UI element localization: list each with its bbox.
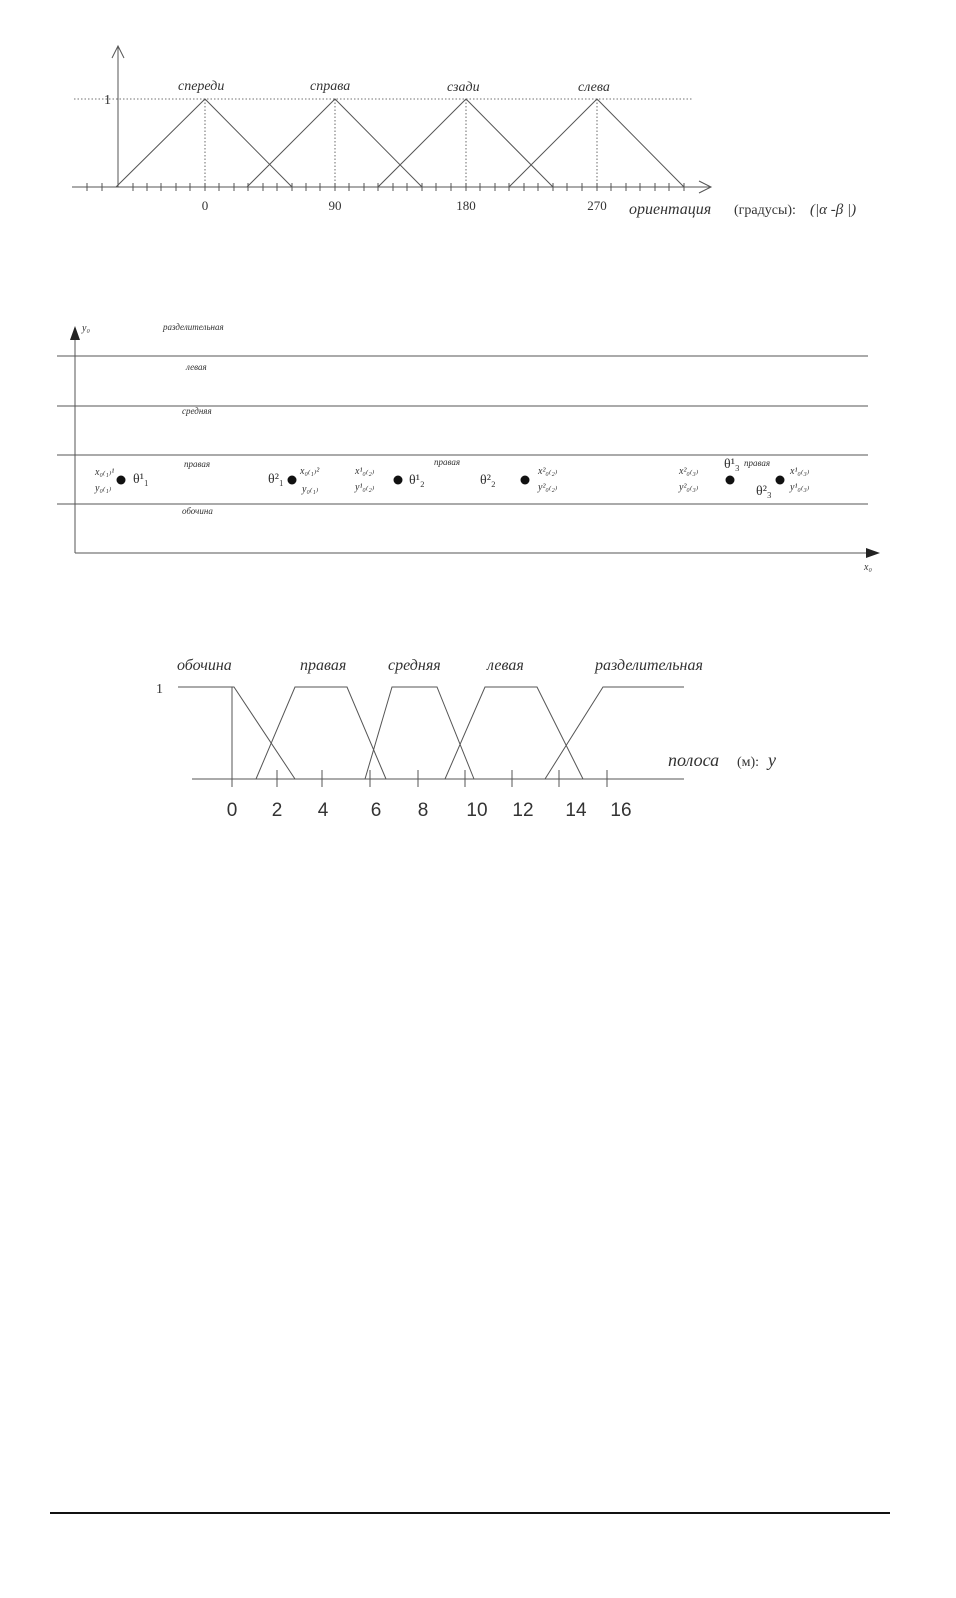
orientation-term-label-right: справа (310, 79, 351, 94)
road-lane-label-divider: разделительная (163, 322, 224, 332)
road-v1b-y-label: y₀₍₁₎ (302, 484, 319, 495)
lane-tick-label-14: 14 (565, 800, 587, 821)
orientation-term-back (378, 99, 553, 187)
road-v3-y-label-right: y¹₀₍₃₎ (790, 482, 810, 493)
lane-term-right (256, 687, 386, 779)
lane-term-middle (365, 687, 474, 779)
road-v3-x-label-left: x²₀₍₃₎ (679, 466, 699, 477)
lane-term-label-middle: средняя (388, 657, 441, 674)
lane-axis-title: полоса (668, 750, 720, 770)
lane-y-one-label: 1 (156, 682, 163, 697)
road-v2-point (394, 476, 403, 485)
orientation-axis-expression: (|α -β |) (810, 202, 857, 218)
road-lane-label-middle: средняя (182, 406, 212, 416)
lane-tick-label-16: 16 (610, 800, 632, 821)
lane-axis-variable: y (768, 750, 776, 770)
road-v1-x-label: x₀₍₁₎¹ (95, 467, 115, 478)
road-v1-y-label: y₀₍₁₎ (95, 483, 112, 494)
orientation-y-one-label: 1 (104, 93, 111, 108)
road-v2b-x-label: x²₀₍₂₎ (538, 466, 558, 477)
road-v3-x-label-right: x¹₀₍₃₎ (790, 466, 810, 477)
road-v2-x-label: x¹₀₍₂₎ (355, 466, 375, 477)
road-v2b-theta: θ²₂ (480, 473, 496, 488)
lane-tick-label-2: 2 (271, 800, 283, 821)
orientation-tick-label-270: 270 (587, 198, 607, 213)
lane-term-label-right: правая (300, 657, 347, 674)
road-v2-theta: θ¹₂ (409, 473, 425, 488)
road-x-axis-label: x₀ (864, 562, 872, 573)
lane-tick-label-8: 8 (417, 800, 429, 821)
road-diagram (57, 322, 880, 573)
orientation-term-label-back: сзади (447, 80, 480, 95)
orientation-tick-label-0: 0 (201, 198, 209, 213)
lane-axis-units: (м): (737, 755, 760, 770)
road-v3-y-label-left: y²₀₍₃₎ (679, 482, 699, 493)
road-lane-label-right: правая (184, 459, 211, 469)
road-y-axis-label: y₀ (82, 323, 90, 334)
road-x-arrow (866, 548, 880, 558)
lane-term-shoulder (178, 687, 295, 779)
road-v3-theta-2: θ²₃ (756, 484, 772, 499)
road-v1-theta: θ¹₁ (133, 472, 149, 487)
orientation-term-label-left: слева (578, 80, 610, 95)
lane-tick-label-10: 10 (466, 800, 488, 821)
road-v2b-point (521, 476, 530, 485)
orientation-term-label-front: спереди (178, 79, 225, 94)
lane-term-label-divider: разделительная (595, 657, 703, 674)
orientation-chart (72, 46, 856, 218)
orientation-axis-title: ориентация (629, 201, 712, 218)
road-y-arrow (70, 326, 80, 340)
road-lane-label-right-2: правая (434, 457, 461, 467)
lane-tick-label-4: 4 (317, 800, 329, 821)
lane-chart (156, 657, 776, 821)
road-lane-label-shoulder: обочина (182, 506, 213, 516)
orientation-term-left (509, 99, 684, 187)
road-v1b-point (288, 476, 297, 485)
lane-term-left (445, 687, 583, 779)
lane-term-label-left: левая (487, 657, 524, 674)
orientation-term-front (116, 99, 292, 187)
road-v3-point-1 (726, 476, 735, 485)
road-v3-point-2 (776, 476, 785, 485)
lane-tick-label-0: 0 (226, 800, 238, 821)
road-v3-theta-1: θ¹₃ (724, 457, 740, 472)
road-v2b-y-label: y²₀₍₂₎ (538, 482, 558, 493)
orientation-tick-label-90: 90 (328, 198, 342, 213)
road-v1b-theta: θ²₁ (268, 472, 284, 487)
road-v2-y-label: y¹₀₍₂₎ (355, 482, 375, 493)
lane-tick-label-6: 6 (370, 800, 382, 821)
lane-term-label-shoulder: обочина (177, 657, 232, 674)
road-lane-label-right-3: правая (744, 458, 771, 468)
orientation-term-right (247, 99, 422, 187)
orientation-tick-label-180: 180 (456, 198, 476, 213)
road-v1b-x-label: x₀₍₁₎² (300, 466, 320, 477)
lane-tick-label-12: 12 (512, 800, 534, 821)
orientation-axis-units: (градусы): (734, 203, 796, 218)
road-lane-label-left: левая (186, 362, 207, 372)
lane-term-divider (545, 687, 684, 779)
road-v1-point (117, 476, 126, 485)
